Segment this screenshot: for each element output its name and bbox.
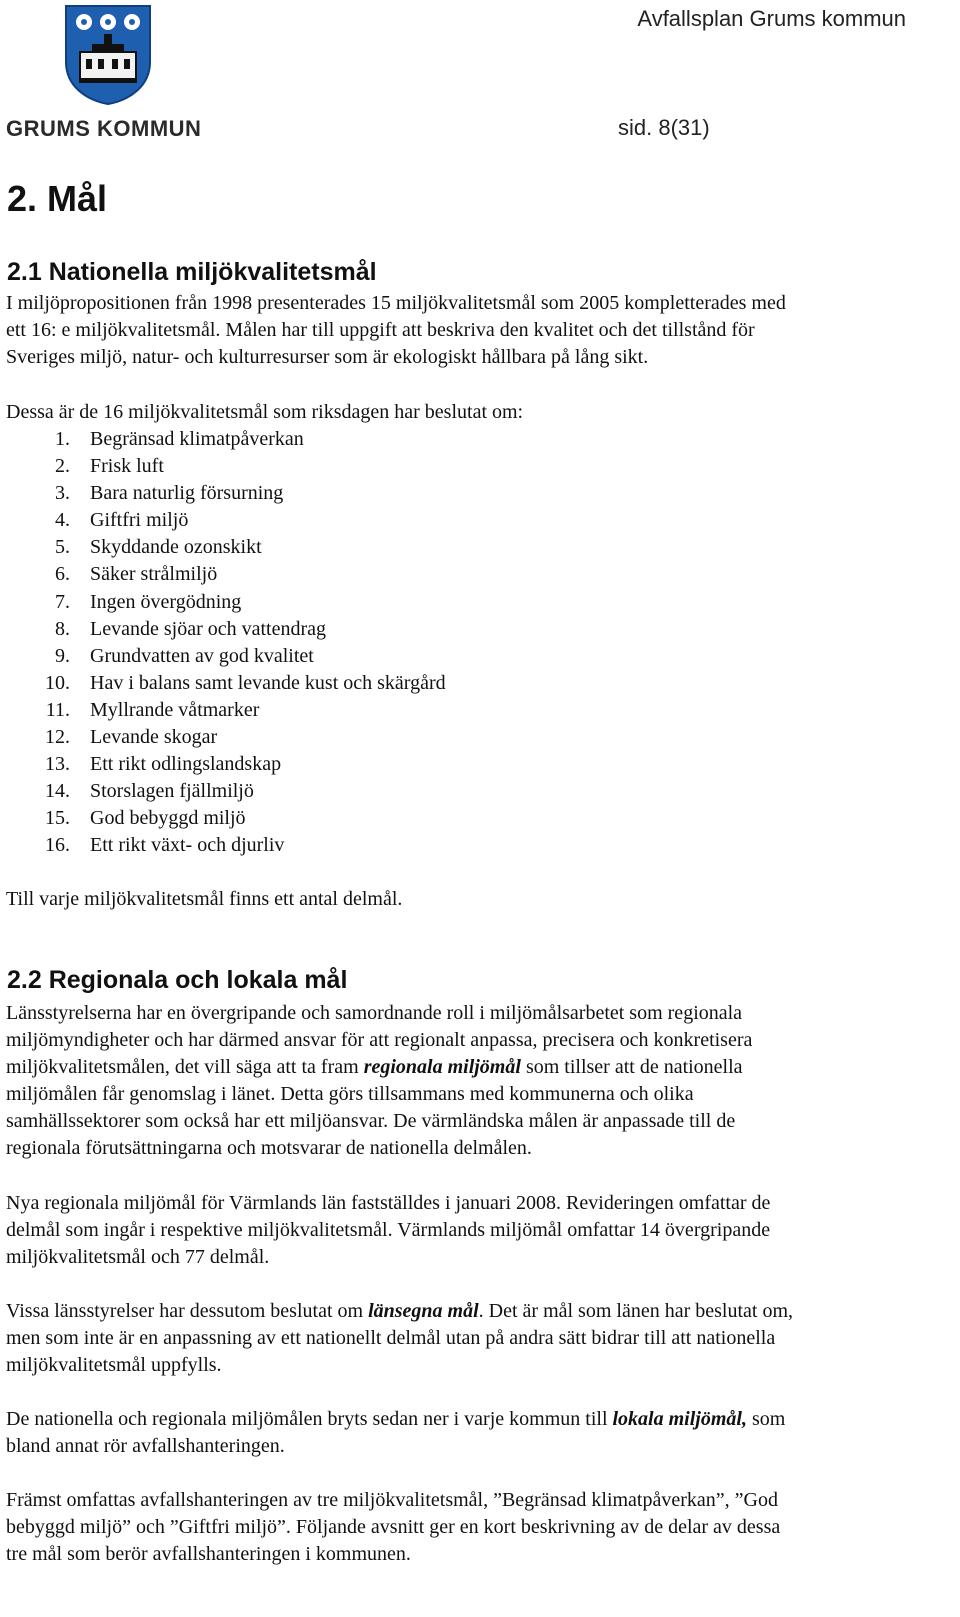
text-run: Vissa länsstyrelser har dessutom beslutat om [6,1300,369,1322]
national-intro-paragraph [6,290,946,371]
paragraph-line [6,1406,946,1433]
paragraph-line [6,1054,946,1081]
logo-text: GRUMS KOMMUN [6,116,202,141]
goal-text: Bara naturlig försurning [90,482,284,505]
goal-list-item [0,507,600,534]
goal-number: 5. [55,536,70,559]
paragraph-line: regionala förutsättningarna och motsvarar de nationella delmålen. [6,1137,532,1159]
goal-number: 10. [45,671,70,694]
paragraph-line: tre mål som berör avfallshanteringen i kommunen. [6,1543,411,1565]
section-heading: 2. Mål [7,178,108,219]
goal-number: 9. [55,644,70,667]
goal-number: 7. [55,590,70,613]
subsection-heading-national: 2.1 Nationella miljökvalitetsmål [7,258,377,286]
emphasis-regional-goals: regionala miljömål [363,1056,521,1078]
paragraph-line: Nya regionala miljömål för Värmlands län fastställdes i januari 2008. Revideringen omfattar de [6,1192,771,1214]
paragraph-line: delmål som ingår i respektive miljökvalitetsmål. Värmlands miljömål omfattar 14 övergripande [6,1219,771,1241]
goal-text: Ett rikt växt- och djurliv [90,834,285,857]
goal-list-item [0,561,600,588]
goal-list-item [0,453,600,480]
page-number: sid. 8(31) [618,115,710,140]
municipality-logo [4,4,214,139]
goal-number: 1. [55,428,70,450]
goal-text: Begränsad klimatpåverkan [90,428,304,450]
goal-list-item [0,426,600,453]
goal-text: God bebyggd miljö [90,807,246,830]
goal-text: Myllrande våtmarker [90,698,260,721]
regional-paragraph-3 [6,1298,946,1379]
paragraph-line: Länsstyrelserna har en övergripande och samordnande roll i miljömålsarbetet som regionala [6,1002,743,1024]
paragraph-line: men som inte är en anpassning av ett nationellt delmål utan på andra sätt bidrar till att nationella [6,1327,776,1349]
paragraph-line: bebyggd miljö” och ”Giftfri miljö”. Följande avsnitt ger en kort beskrivning av de delar av dessa [6,1516,781,1538]
emphasis-county-goals: länsegna mål [368,1300,479,1322]
goal-text: Frisk luft [90,455,164,478]
goal-number: 12. [45,726,70,749]
goal-list-item [0,534,600,561]
goal-text: Säker strålmiljö [90,563,218,586]
paragraph-line: miljökvalitetsmål uppfylls. [6,1354,222,1376]
document-header-title: Avfallsplan Grums kommun [637,6,906,31]
paragraph-line: Sveriges miljö, natur- och kulturresurser som är ekologiskt hållbara på lång sikt. [6,346,649,368]
paragraph-line: I miljöpropositionen från 1998 presenterades 15 miljökvalitetsmål som 2005 kompletterades med [6,292,786,314]
emphasis-local-goals: lokala miljömål, [612,1408,747,1430]
goal-number: 15. [45,807,70,830]
goal-number: 16. [45,834,70,857]
goal-number: 8. [55,617,70,640]
goal-text: Hav i balans samt levande kust och skärgård [90,671,446,694]
goal-list-item [0,724,600,751]
goal-list-item [0,643,600,670]
grums-coat-of-arms-icon [62,4,154,106]
goal-list-item [0,670,600,697]
text-run: De nationella och regionala miljömålen bryts sedan ner i varje kommun till [6,1408,613,1430]
goal-number: 3. [55,482,70,505]
goal-number: 6. [55,563,70,586]
regional-paragraph-2 [6,1190,946,1271]
paragraph-line: miljömålen får genomslag i länet. Detta görs tillsammans med kommunerna och olika [6,1083,694,1105]
goal-number: 2. [55,455,70,478]
paragraph-line: bland annat rör avfallshanteringen. [6,1435,285,1457]
goal-list-item [0,697,600,724]
paragraph-line: miljömyndigheter och har därmed ansvar för att regionalt anpassa, precisera och konkretisera [6,1029,753,1051]
goals-closing-text: Till varje miljökvalitetsmål finns ett antal delmål. [6,888,403,910]
goal-text: Levande sjöar och vattendrag [90,617,327,640]
goal-list-item [0,805,600,832]
goal-list-item [0,751,600,778]
national-goals-list [0,426,600,860]
goal-list-item [0,480,600,507]
goal-number: 13. [45,753,70,776]
regional-paragraph-5 [6,1487,946,1568]
text-run: . Det är mål som länen har beslutat om, [478,1300,794,1322]
paragraph-line: miljökvalitetsmål och 77 delmål. [6,1246,270,1268]
paragraph-line: ett 16: e miljökvalitetsmål. Målen har till uppgift att beskriva den kvalitet och det tillstånd för [6,319,755,341]
goal-list-item [0,589,600,616]
goal-text: Storslagen fjällmiljö [90,780,254,803]
goals-list-intro: Dessa är de 16 miljökvalitetsmål som riksdagen har beslutat om: [6,401,524,423]
goal-list-item [0,832,600,859]
goal-number: 4. [55,509,70,532]
goal-list-item [0,778,600,805]
goal-number: 14. [45,780,70,803]
goal-text: Grundvatten av god kvalitet [90,644,314,667]
goal-text: Ett rikt odlingslandskap [90,753,282,776]
subsection-heading-regional: 2.2 Regionala och lokala mål [7,966,348,994]
goal-text: Ingen övergödning [90,590,242,613]
goal-text: Levande skogar [90,726,218,749]
text-run: som [746,1408,786,1430]
text-run: miljökvalitetsmålen, det vill säga att ta fram [6,1056,364,1078]
text-run: som tillser att de nationella [520,1056,743,1078]
goal-text: Skyddande ozonskikt [90,536,262,559]
goal-list-item [0,616,600,643]
regional-paragraph-1 [6,1000,946,1162]
goal-text: Giftfri miljö [90,509,189,532]
goal-number: 11. [45,698,70,721]
paragraph-line [6,1298,946,1325]
regional-paragraph-4 [6,1406,946,1460]
paragraph-line: samhällssektorer som också har ett miljöansvar. De värmländska målen är anpassade till de [6,1110,736,1132]
paragraph-line: Främst omfattas avfallshanteringen av tre miljökvalitetsmål, ”Begränsad klimatpåverkan”, ”God [6,1489,778,1511]
